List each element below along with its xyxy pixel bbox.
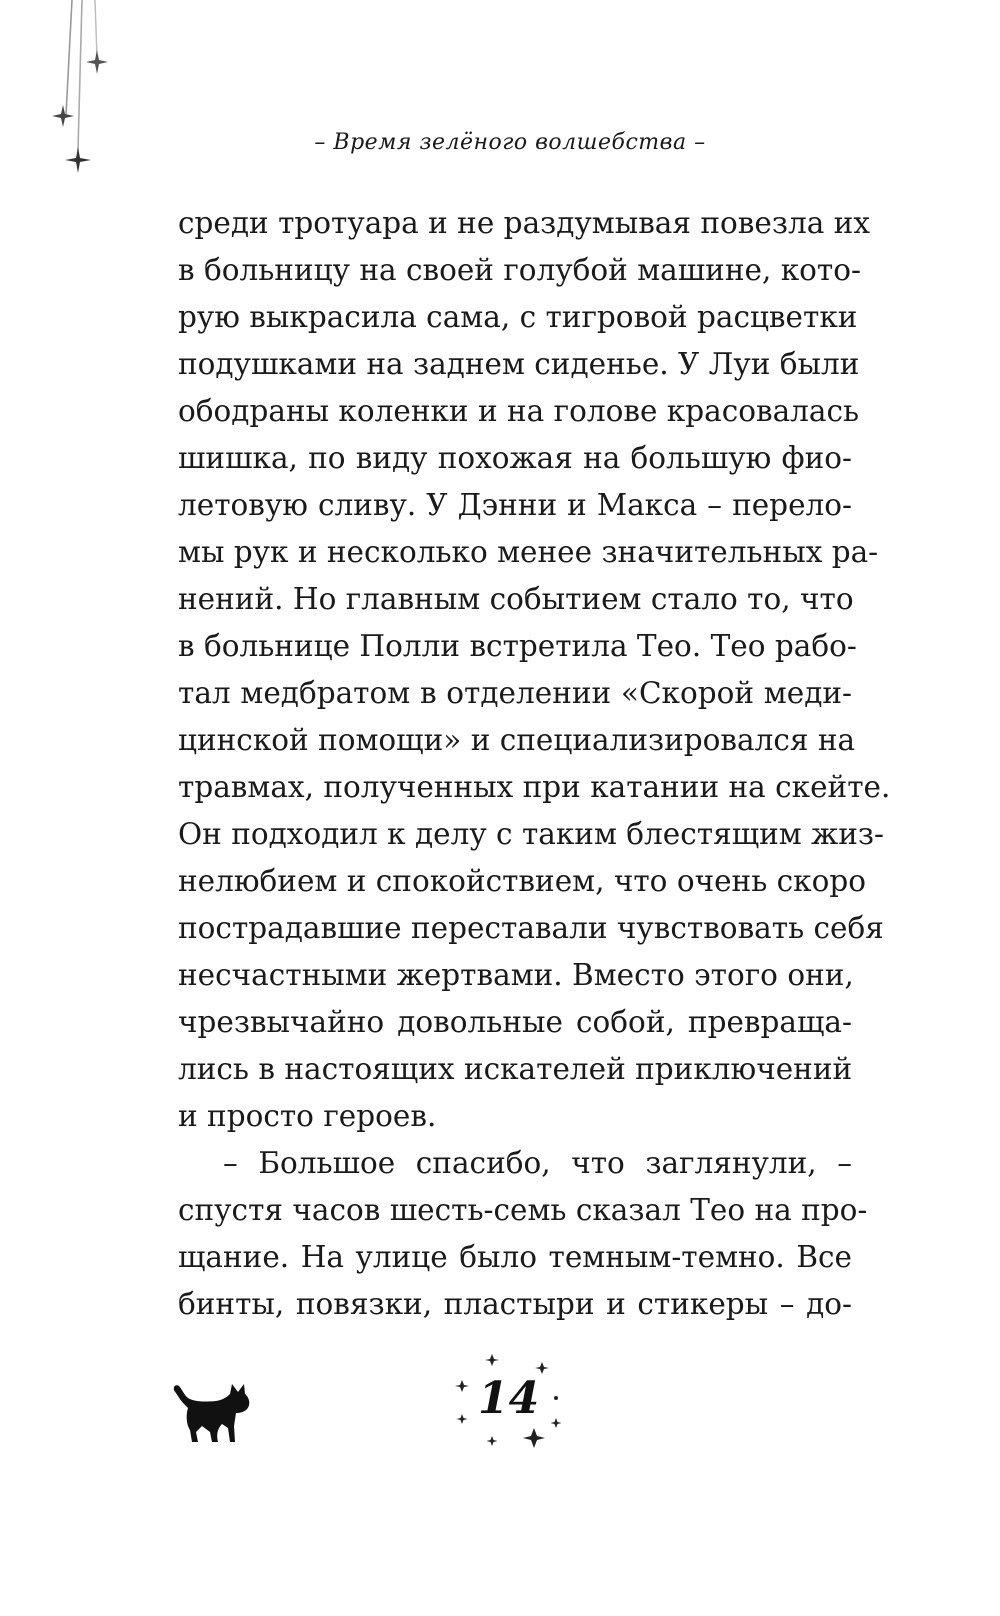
text-line: среди тротуара и не раздумывая повезла их — [178, 206, 870, 240]
text-line: щание. На улице было темным-темно. Все — [178, 1240, 852, 1274]
text-line: ободраны коленки и на голове красовалась — [178, 394, 860, 428]
text-line: чрезвычайно довольные собой, превраща- — [178, 1005, 852, 1039]
text-line: травмах, полученных при катании на скейте. — [178, 770, 891, 804]
text-line: в больнице Полли встретила Тео. Тео рабо- — [178, 629, 857, 663]
text-line: подушками на заднем сиденье. У Луи были — [178, 347, 860, 381]
text-line: мы рук и несколько менее значительных ра- — [178, 535, 879, 569]
text-line: несчастными жертвами. Вместо этого они, — [178, 958, 854, 992]
text-line: – Большое спасибо, что заглянули, – — [223, 1146, 852, 1180]
page-number-area — [448, 1348, 568, 1458]
falling-stars-decoration — [0, 0, 140, 200]
text-line: Он подходил к делу с таким блестящим жиз- — [178, 817, 884, 851]
text-line: спустя часов шесть-семь сказал Тео на про- — [178, 1193, 868, 1227]
text-line: лись в настоящих искателей приключений — [178, 1052, 853, 1086]
cat-icon — [172, 1380, 254, 1446]
text-line: цинской помощи» и специализировался на — [178, 723, 856, 757]
text-line: рую выкрасила сама, с тигровой расцветки — [178, 300, 858, 334]
text-line: и просто героев. — [178, 1099, 437, 1133]
text-line: шишка, по виду похожая на большую фио- — [178, 441, 852, 475]
body-text — [178, 200, 891, 1328]
text-line: нений. Но главным событием стало то, что — [178, 582, 854, 616]
page-number: 14 — [478, 1373, 540, 1424]
text-line: тал медбратом в отделении «Скорой меди- — [178, 676, 852, 710]
text-line: пострадавшие переставали чувствовать себя — [178, 911, 884, 945]
text-line: бинты, повязки, пластыри и стикеры – до- — [178, 1287, 852, 1321]
running-title: – Время зелёного волшебства – — [314, 130, 706, 155]
text-line: в больницу на своей голубой машине, кото- — [178, 253, 861, 287]
text-line: нелюбием и спокойствием, что очень скоро — [178, 864, 867, 898]
text-line: летовую сливу. У Дэнни и Макса – перело- — [178, 488, 852, 522]
